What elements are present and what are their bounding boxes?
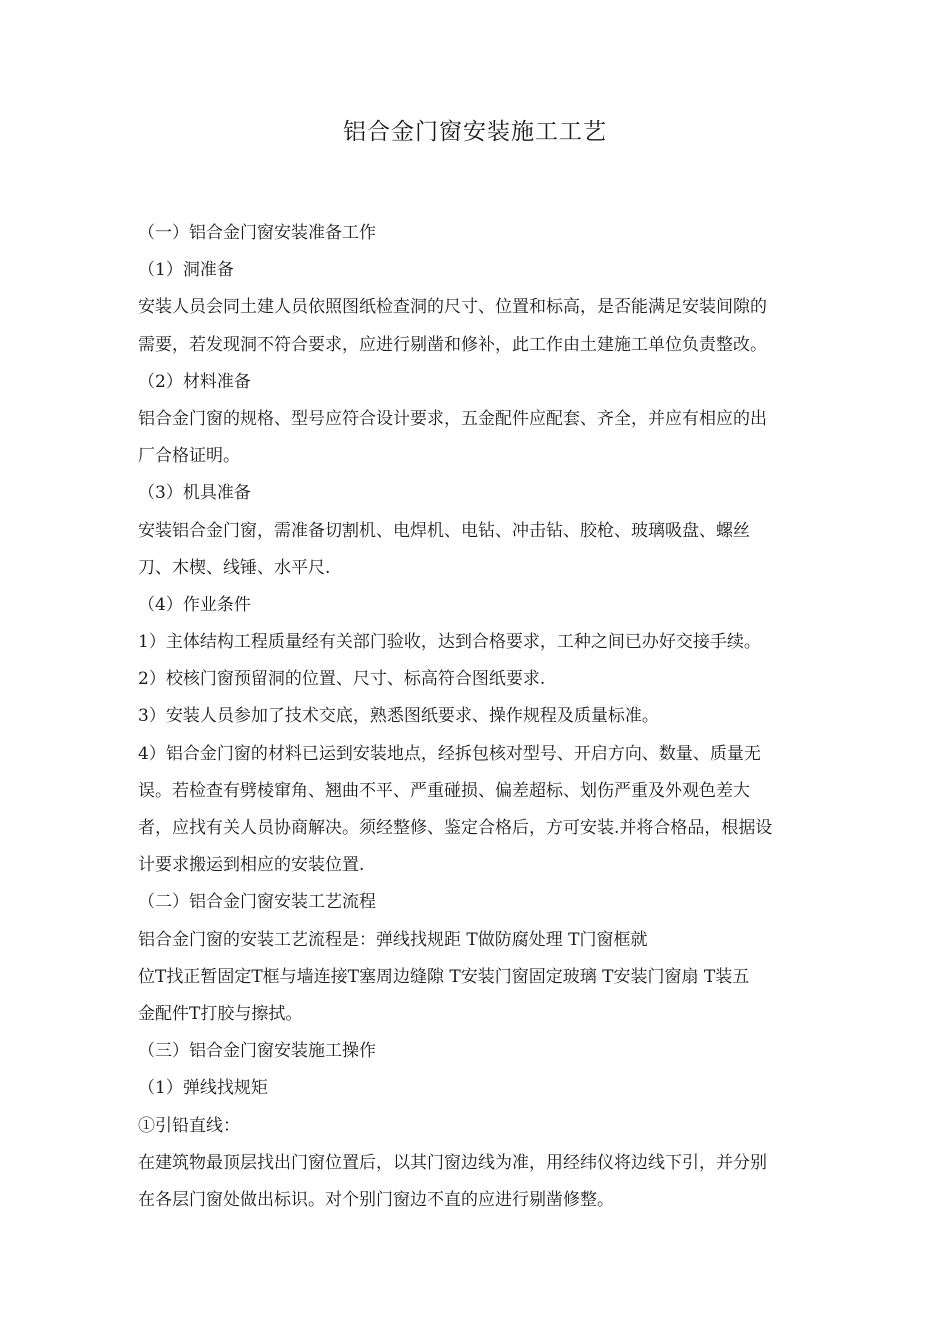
paragraph-line: 金配件T打胶与擦拭。	[138, 1003, 303, 1024]
paragraph-line: 安装铝合金门窗，需准备切割机、电焊机、电钻、冲击钻、胶枪、玻璃吸盘、螺丝	[138, 520, 750, 541]
paragraph-line: 铝合金门窗的安装工艺流程是：弹线找规距 T做防腐处理 T门窗框就	[138, 929, 648, 950]
paragraph-line: 在各层门窗处做出标识。对个别门窗边不直的应进行剔凿修整。	[138, 1189, 614, 1210]
paragraph-line: 需要，若发现洞不符合要求，应进行剔凿和修补，此工作由土建施工单位负责整改。	[138, 334, 767, 355]
paragraph-line: 位T找正暂固定T框与墙连接T塞周边缝隙 T安装门窗固定玻璃 T安装门窗扇 T装五	[138, 966, 750, 987]
list-item: 2）校核门窗预留洞的位置、尺寸、标高符合图纸要求.	[138, 669, 546, 690]
paragraph-line: 误。若检查有劈棱窜角、翘曲不平、严重碰损、偏差超标、划伤严重及外观色差大	[138, 780, 750, 801]
paragraph-line: 安装人员会同土建人员依照图纸检查洞的尺寸、位置和标高，是否能满足安装间隙的	[138, 297, 767, 318]
section-heading: （一）铝合金门窗安装准备工作	[138, 223, 376, 243]
subsection-heading: （4）作业条件	[138, 594, 251, 615]
paragraph-line: 刀、木楔、线锤、水平尺.	[138, 557, 331, 578]
list-item: 4）铝合金门窗的材料已运到安装地点，经拆包核对型号、开启方向、数量、质量无	[138, 743, 761, 764]
paragraph-line: 在建筑物最顶层找出门窗位置后，以其门窗边线为准，用经纬仪将边线下引，并分别	[138, 1152, 767, 1173]
section-heading: （三）铝合金门窗安装施工操作	[138, 1041, 376, 1062]
document-body	[138, 215, 828, 1219]
list-item: 3）安装人员参加了技术交底，熟悉图纸要求、操作规程及质量标准。	[138, 706, 659, 727]
subsection-heading: （1）弹线找规矩	[138, 1078, 268, 1099]
paragraph-line: 铝合金门窗的规格、型号应符合设计要求，五金配件应配套、齐全，并应有相应的出	[138, 408, 767, 429]
subsection-heading: （2）材料准备	[138, 371, 251, 392]
section-heading: （二）铝合金门窗安装工艺流程	[138, 892, 376, 913]
document-title: 铝合金门窗安装施工工艺	[343, 119, 607, 145]
paragraph-line: 计要求搬运到相应的安装位置.	[138, 855, 365, 876]
subsection-heading: ①引铅直线：	[138, 1115, 240, 1136]
paragraph-line: 厂合格证明。	[138, 446, 240, 467]
paragraph-line: 者，应找有关人员协商解决。须经整修、鉴定合格后，方可安装.并将合格品，根据设	[138, 818, 773, 838]
list-item: 1）主体结构工程质量经有关部门验收，达到合格要求，工种之间已办好交接手续。	[138, 632, 761, 653]
subsection-heading: （3）机具准备	[138, 483, 251, 504]
subsection-heading: （1）洞准备	[138, 260, 234, 281]
